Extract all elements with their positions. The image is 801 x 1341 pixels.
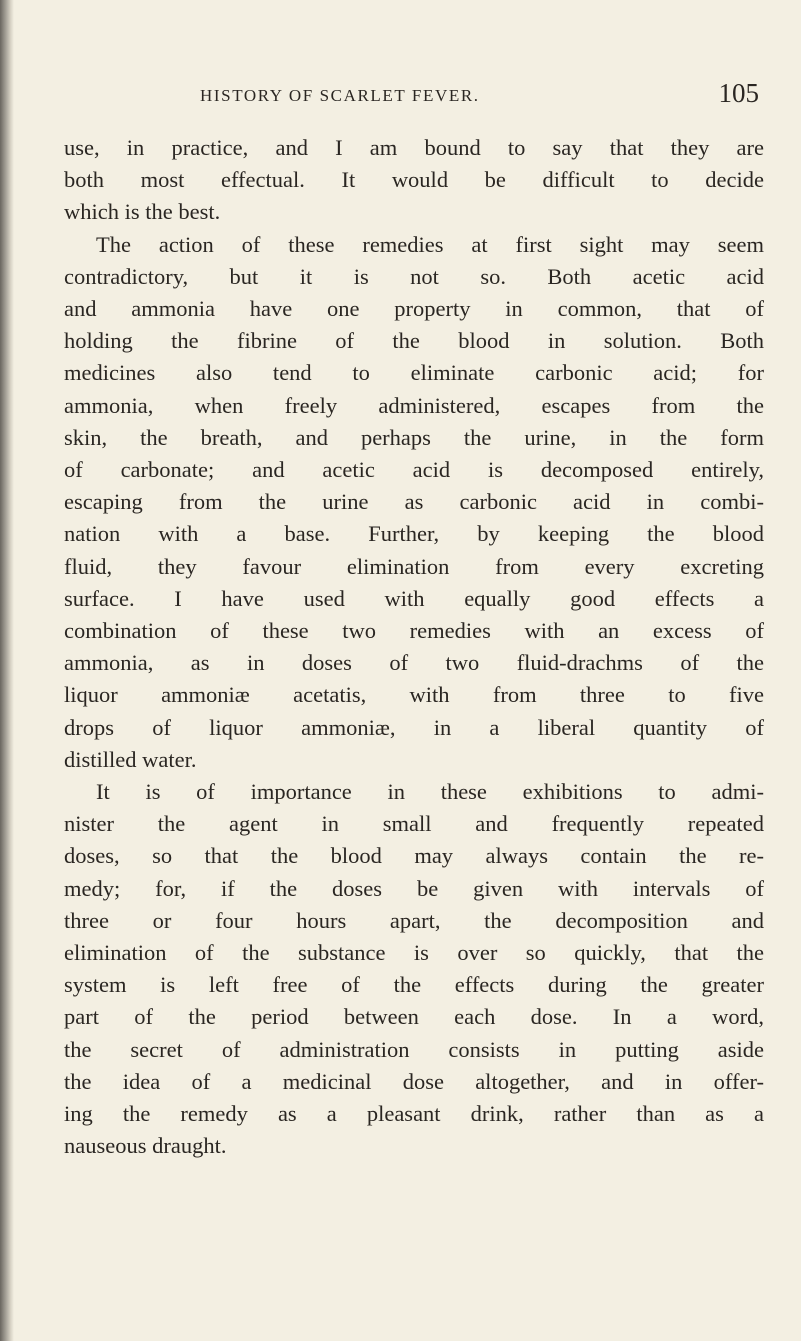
- text-line: distilled water.: [64, 746, 197, 772]
- running-title: HISTORY OF SCARLET FEVER.: [200, 86, 480, 105]
- text-line: both most effectual. It would be difficult to decide: [64, 167, 764, 193]
- text-line: the idea of a medicinal dose altogether, and in offer-: [64, 1068, 764, 1094]
- text-line: use, in practice, and I am bound to say that they are: [64, 135, 764, 160]
- text-line: The action of these remedies at first sight may seem: [96, 231, 764, 257]
- text-line: nister the agent in small and frequently repeated: [64, 811, 764, 837]
- paragraph-1: [64, 132, 764, 229]
- text-line: and ammonia have one property in common, that of: [64, 296, 764, 322]
- body-text: [64, 132, 764, 1163]
- text-line: skin, the breath, and perhaps the urine, in the form: [64, 424, 764, 450]
- text-line: elimination of the substance is over so quickly, that the: [64, 940, 764, 966]
- text-line: escaping from the urine as carbonic acid in combi-: [64, 489, 764, 515]
- text-line: medy; for, if the doses be given with intervals of: [64, 875, 764, 901]
- text-line: part of the period between each dose. In a word,: [64, 1004, 764, 1030]
- text-line: system is left free of the effects during the greater: [64, 972, 764, 998]
- text-line: three or four hours apart, the decomposition and: [64, 907, 764, 933]
- running-header: [64, 78, 764, 122]
- text-line: medicines also tend to eliminate carbonic acid; for: [64, 360, 764, 386]
- text-line: contradictory, but it is not so. Both acetic acid: [64, 263, 764, 289]
- text-line: ammonia, when freely administered, escapes from the: [64, 392, 764, 418]
- text-line: ing the remedy as a pleasant drink, rather than as a: [64, 1101, 764, 1127]
- text-line: of carbonate; and acetic acid is decomposed entirely,: [64, 457, 764, 483]
- page-number: 105: [718, 78, 759, 108]
- text-line: which is the best.: [64, 199, 221, 225]
- text-line: liquor ammoniæ acetatis, with from three to five: [64, 682, 764, 708]
- text-line: holding the fibrine of the blood in solution. Both: [64, 328, 764, 354]
- text-line: the secret of administration consists in putting aside: [64, 1036, 764, 1062]
- text-line: doses, so that the blood may always contain the re-: [64, 843, 764, 869]
- text-line: fluid, they favour elimination from every excreting: [64, 553, 764, 579]
- text-line: surface. I have used with equally good effects a: [64, 585, 764, 611]
- text-line: combination of these two remedies with an excess of: [64, 618, 764, 644]
- book-spine-shadow: [0, 0, 14, 1341]
- book-page: [64, 78, 764, 1163]
- text-line: It is of importance in these exhibitions to admi-: [96, 779, 764, 805]
- text-line: nation with a base. Further, by keeping the blood: [64, 521, 764, 547]
- text-line: nauseous draught.: [64, 1133, 227, 1159]
- paragraph-2: [64, 229, 764, 776]
- text-line: ammonia, as in doses of two fluid-drachms of the: [64, 650, 764, 676]
- text-line: drops of liquor ammoniæ, in a liberal quantity of: [64, 714, 764, 740]
- paragraph-3: [64, 776, 764, 1162]
